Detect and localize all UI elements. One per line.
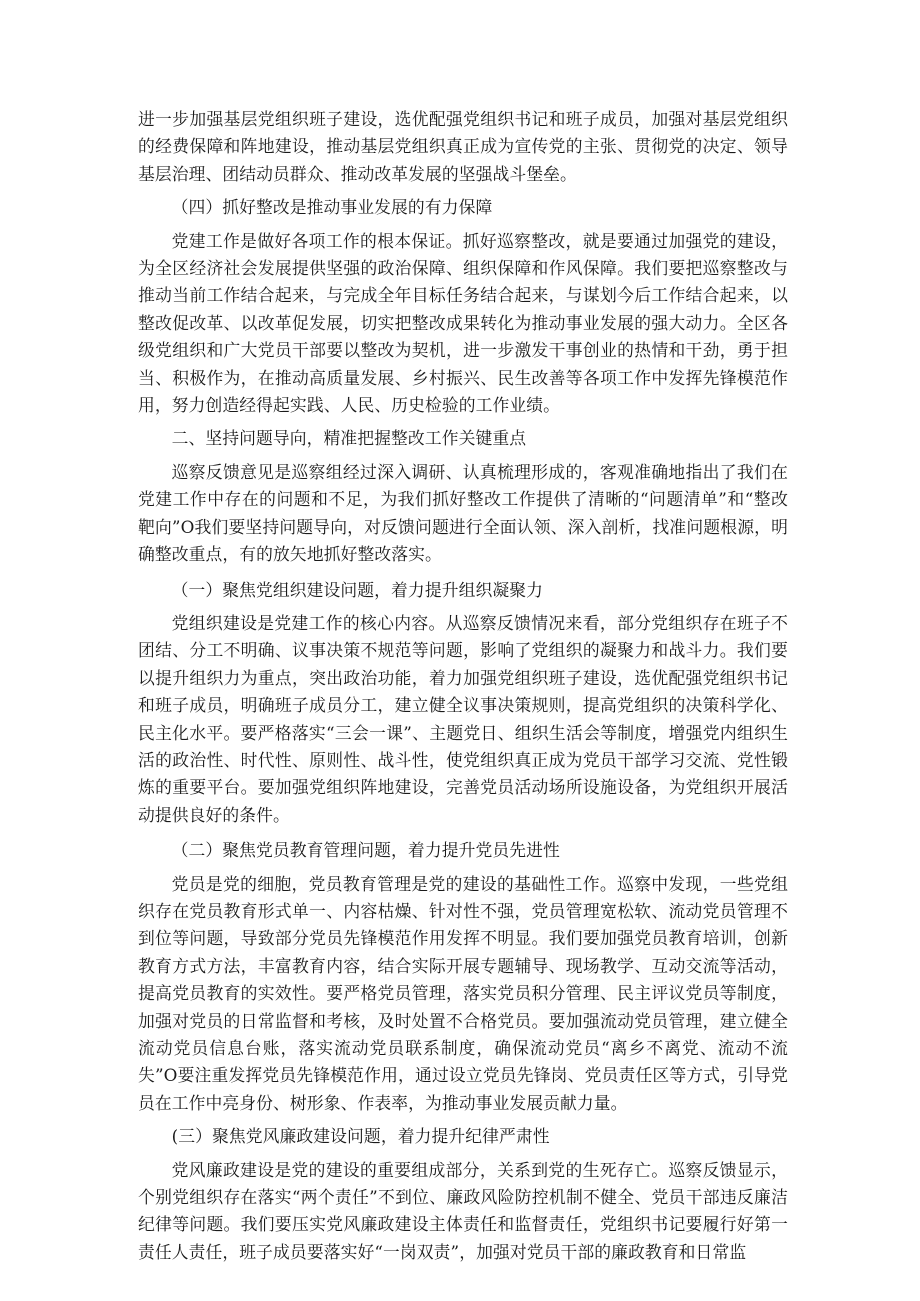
section-heading-4: （四）抓好整改是推动事业发展的有力保障 xyxy=(171,197,493,218)
paragraph-continued: 进一步加强基层党组织班子建设，选优配强党组织书记和班子成员，加强对基层党组织的经费保障和阵地建设，推动基层党组织真正成为宣传党的主张、贯彻党的决定、领导基层治理、团结动员群众、推动改革发展的坚强战斗堡垒。 xyxy=(138,109,788,184)
paragraph-organization-building: 党组织建设是党建工作的核心内容。从巡察反馈情况来看，部分党组织存在班子不团结、分工不明确、议事决策不规范等问题，影响了党组织的凝聚力和战斗力。我们要以提升组织力为重点，突出政治功能，着力加强党组织班子建设，选优配强党组织书记和班子成员，明确班子成员分工，建立健全议事决策规则，提高党组织的决策科学化、民主化水平。要严格落实“三会一课”、主题党日、组织生活会等制度，增强党内组织生活的政治性、时代性、原则性、战斗性，使党组织真正成为党员干部学习交流、党性锻炼的重要平台。要加强党组织阵地建设，完善党员活动场所设施设备，为党组织开展活动提供良好的条件。 xyxy=(138,612,788,825)
chapter-heading-2: 二、坚持问题导向，精准把握整改工作关键重点 xyxy=(171,428,527,449)
section-heading-3: (三）聚焦党风廉政建设问题，着力提升纪律严肃性 xyxy=(171,1126,550,1147)
paragraph-member-management: 党员是党的细胞，党员教育管理是党的建设的基础性工作。巡察中发现，一些党组织存在党员教育形式单一、内容枯燥、针对性不强，党员管理宽松软、流动党员管理不到位等问题，导致部分党员先锋模范作用发挥不明显。我们要加强党员教育培训，创新教育方式方法，丰富教育内容，结合实际开展专题辅导、现场教学、互动交流等活动，提高党员教育的实效性。要严格党员管理，落实党员积分管理、民主评议党员等制度，加强对党员的日常监督和考核，及时处置不合格党员。要加强流动党员管理，建立健全流动党员信息台账，落实流动党员联系制度，确保流动党员“离乡不离党、流动不流失”O要注重发挥党员先锋模范作用，通过设立党员先锋岗、党员责任区等方式，引导党员在工作中亮身份、树形象、作表率，为推动事业发展贡献力量。 xyxy=(138,873,788,1113)
document-page xyxy=(138,106,788,1266)
section-heading-1: （一）聚焦党组织建设问题，着力提升组织凝聚力 xyxy=(171,579,543,600)
paragraph-rectification-guarantee: 党建工作是做好各项工作的根本保证。抓好巡察整改，就是要通过加强党的建设，为全区经济社会发展提供坚强的政治保障、组织保障和作风保障。我们要把巡察整改与推动当前工作结合起来，与完成全年目标任务结合起来，与谋划今后工作结合起来，以整改促改革、以改革促发展，切实把整改成果转化为推动事业发展的强大动力。全区各级党组织和广大党员干部要以整改为契机，进一步激发干事创业的热情和干劲，勇于担当、积极作为，在推动高质量发展、乡村振兴、民生改善等各项工作中发挥先锋模范作用，努力创造经得起实践、人民、历史检验的工作业绩。 xyxy=(138,230,788,416)
section-heading-2: （二）聚焦党员教育管理问题，着力提升党员先进性 xyxy=(171,840,560,861)
paragraph-problem-orientation: 巡察反馈意见是巡察组经过深入调研、认真梳理形成的，客观准确地指出了我们在党建工作中存在的问题和不足，为我们抓好整改工作提供了清晰的“问题清单”和“整改靶向”O我们要坚持问题导向，对反馈问题进行全面认领、深入剖析，找准问题根源，明确整改重点，有的放矢地抓好整改落实。 xyxy=(138,461,788,565)
paragraph-clean-governance: 党风廉政建设是党的建设的重要组成部分，关系到党的生死存亡。巡察反馈显示，个别党组织存在落实“两个责任”不到位、廉政风险防控机制不健全、党员干部违反廉洁纪律等问题。我们要压实党风廉政建设主体责任和监督责任，党组织书记要履行好第一责任人责任，班子成员要落实好“一岗双责”，加强对党员干部的廉政教育和日常监 xyxy=(138,1159,788,1262)
